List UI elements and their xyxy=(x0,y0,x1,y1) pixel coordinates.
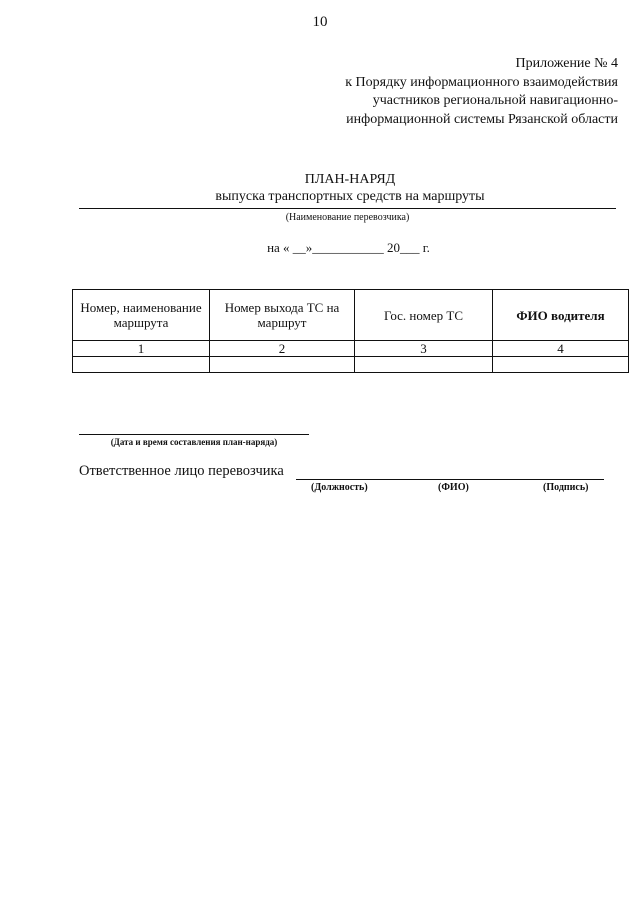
compiled-datetime-caption: (Дата и время составления план-наряда) xyxy=(110,437,278,447)
table-cell xyxy=(73,357,210,373)
appendix-line: участников региональной навигационно- xyxy=(372,93,618,108)
responsible-signature-line xyxy=(296,479,604,480)
appendix-line: Приложение № 4 xyxy=(515,56,618,71)
document-title xyxy=(0,171,640,205)
responsible-person-label: Ответственное лицо перевозчика xyxy=(79,463,284,479)
title-main: ПЛАН-НАРЯД xyxy=(304,172,396,187)
table-number-row xyxy=(73,341,629,357)
page-number: 10 xyxy=(312,14,328,30)
column-number: 1 xyxy=(73,341,210,357)
column-number: 3 xyxy=(355,341,493,357)
fio-caption: (ФИО) xyxy=(438,482,469,493)
table-row xyxy=(73,357,629,373)
compiled-datetime-line xyxy=(79,434,309,435)
table-cell xyxy=(493,357,629,373)
carrier-name-line xyxy=(79,208,616,209)
table-header-row xyxy=(73,290,629,341)
plan-table xyxy=(72,289,629,373)
header-route: Номер, наименование маршрута xyxy=(73,290,210,341)
header-driver-name: ФИО водителя xyxy=(493,290,629,341)
column-number: 2 xyxy=(210,341,355,357)
table-cell xyxy=(355,357,493,373)
position-caption: (Должность) xyxy=(311,482,368,493)
title-sub: выпуска транспортных средств на маршруты xyxy=(215,189,485,204)
appendix-line: информационной системы Рязанской области xyxy=(346,111,618,127)
column-number: 4 xyxy=(493,341,629,357)
appendix-line: к Порядку информационного взаимодействия xyxy=(345,74,618,90)
date-line: на « __»___________ 20___ г. xyxy=(267,240,430,255)
appendix-block xyxy=(345,55,618,129)
carrier-caption: (Наименование перевозчика) xyxy=(285,212,410,223)
signature-caption: (Подпись) xyxy=(543,482,589,493)
table-cell xyxy=(210,357,355,373)
header-exit-number: Номер выхода ТС на маршрут xyxy=(210,290,355,341)
header-plate-number: Гос. номер ТС xyxy=(355,290,493,341)
